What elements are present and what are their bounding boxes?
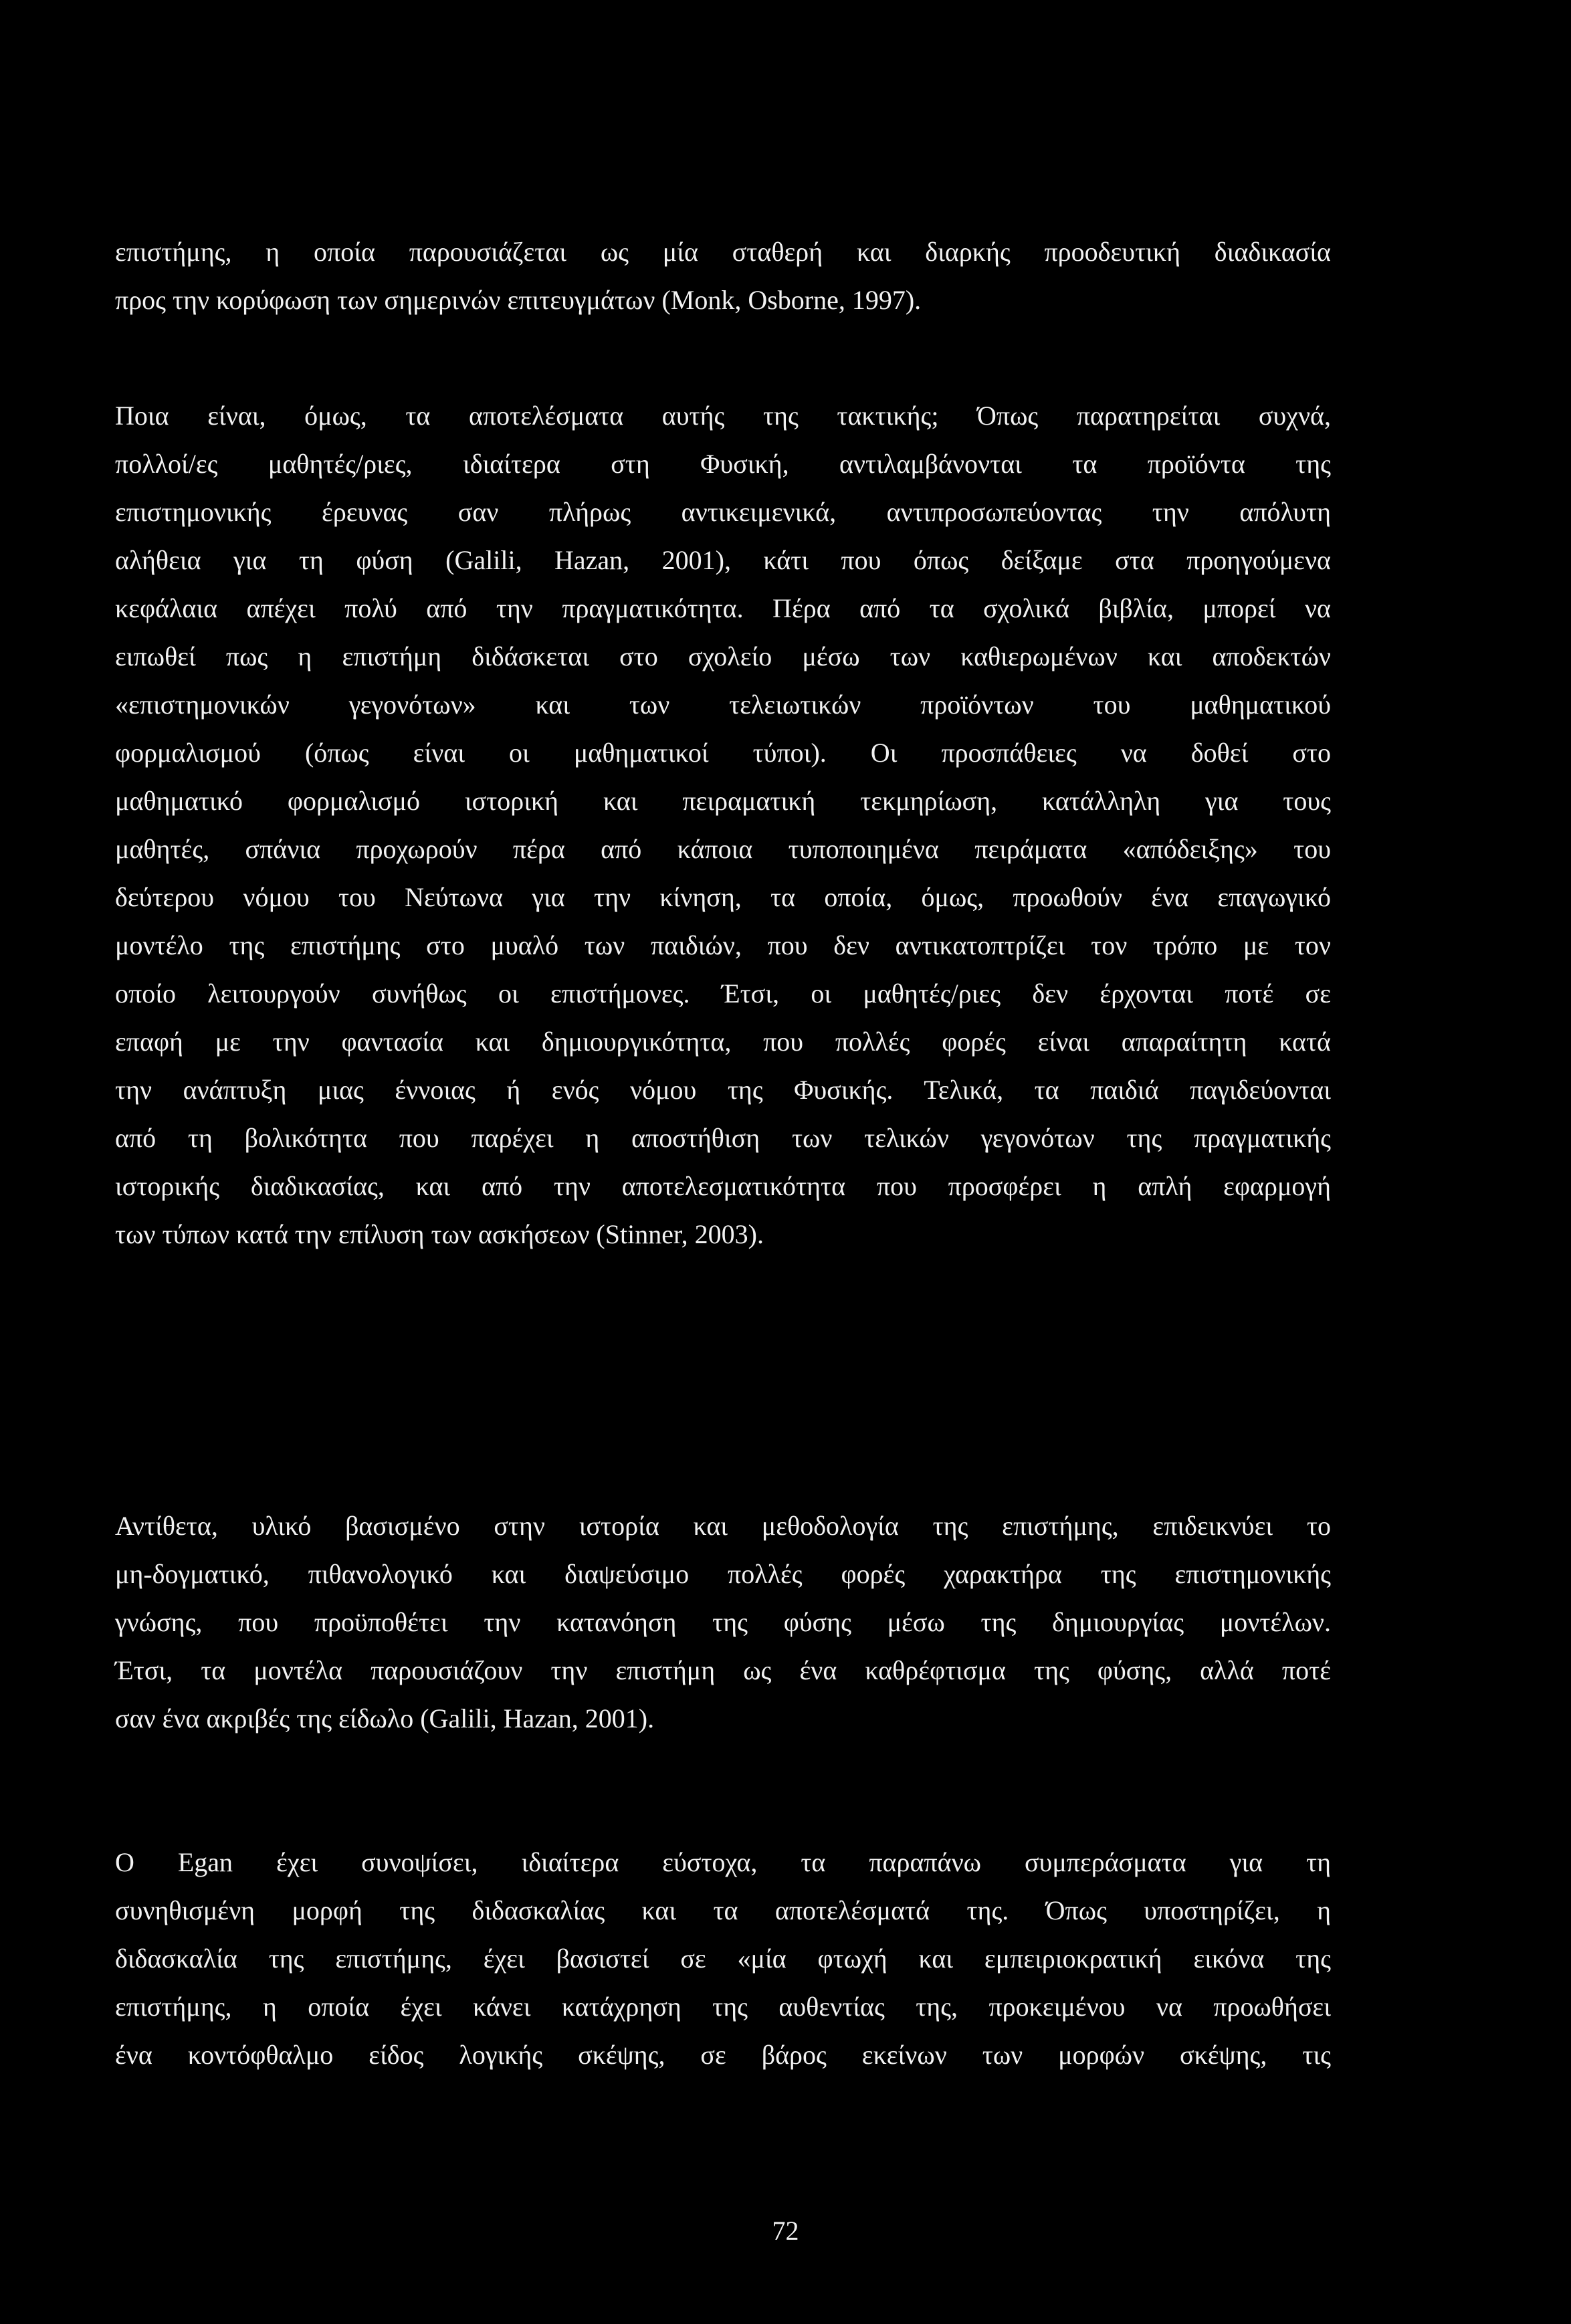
text-line: φορμαλισμού (όπως είναι οι μαθηματικοί τύποι). Οι προσπάθειες να δοθεί στο: [115, 738, 1331, 768]
text-line: πολλοί/ες μαθητές/ριες, ιδιαίτερα στη Φυσική, αντιλαμβάνονται τα προϊόντα της: [115, 449, 1331, 479]
text-line: την ανάπτυξη μιας έννοιας ή ενός νόμου της Φυσικής. Τελικά, τα παιδιά παγιδεύονται: [115, 1075, 1331, 1105]
text-line: γνώσης, που προϋποθέτει την κατανόηση της φύσης μέσω της δημιουργίας μοντέλων.: [115, 1607, 1331, 1637]
text-line: κεφάλαια απέχει πολύ από την πραγματικότητα. Πέρα από τα σχολικά βιβλία, μπορεί να: [115, 593, 1331, 623]
text-line: ένα κοντόφθαλμο είδος λογικής σκέψης, σε βάρος εκείνων των μορφών σκέψης, τις: [115, 2040, 1331, 2070]
text-line: επιστήμης, η οποία παρουσιάζεται ως μία σταθερή και διαρκής προοδευτική διαδικασία: [115, 237, 1331, 267]
text-line: μαθηματικό φορμαλισμό ιστορική και πειραματική τεκμηρίωση, κατάλληλη για τους: [115, 786, 1331, 816]
text-line: επαφή με την φαντασία και δημιουργικότητα, που πολλές φορές είναι απαραίτητη κατά: [115, 1027, 1331, 1057]
text-line: συνηθισμένη μορφή της διδασκαλίας και τα αποτελέσματά της. Όπως υποστηρίζει, η: [115, 1895, 1331, 1925]
text-line: Αντίθετα, υλικό βασισμένο στην ιστορία και μεθοδολογία της επιστήμης, επιδεικνύει το: [115, 1511, 1331, 1541]
text-line: μη-δογματικό, πιθανολογικό και διαψεύσιμο πολλές φορές χαρακτήρα της επιστημονικής: [115, 1559, 1331, 1589]
text-line: Ποια είναι, όμως, τα αποτελέσματα αυτής της τακτικής; Όπως παρατηρείται συχνά,: [115, 401, 1331, 431]
text-line: σαν ένα ακριβές της είδωλο (Galili, Hazan, 2001).: [115, 1703, 655, 1733]
text-line: αλήθεια για τη φύση (Galili, Hazan, 2001), κάτι που όπως δείξαμε στα προηγούμενα: [115, 545, 1331, 575]
text-line: διδασκαλία της επιστήμης, έχει βασιστεί σε «μία φτωχή και εμπειριοκρατική εικόνα της: [115, 1943, 1331, 1974]
text-line: οποίο λειτουργούν συνήθως οι επιστήμονες. Έτσι, οι μαθητές/ριες δεν έρχονται ποτέ σε: [115, 978, 1331, 1009]
page-number: 72: [772, 2216, 799, 2246]
text-line: μοντέλο της επιστήμης στο μυαλό των παιδιών, που δεν αντικατοπτρίζει τον τρόπο με τον: [115, 930, 1331, 960]
paragraph-4: [115, 1838, 1331, 2079]
text-line: Ο Egan έχει συνοψίσει, ιδιαίτερα εύστοχα, τα παραπάνω συμπεράσματα για τη: [115, 1847, 1331, 1877]
text-line: επιστήμης, η οποία έχει κάνει κατάχρηση της αυθεντίας της, προκειμένου να προωθήσει: [115, 1992, 1331, 2022]
paragraph-2: [115, 392, 1331, 1259]
text-line: επιστημονικής έρευνας σαν πλήρως αντικειμενικά, αντιπροσωπεύοντας την απόλυτη: [115, 497, 1331, 527]
text-line: μαθητές, σπάνια προχωρούν πέρα από κάποια τυποποιημένα πειράματα «απόδειξης» του: [115, 834, 1331, 864]
text-line: «επιστημονικών γεγονότων» και των τελειωτικών προϊόντων του μαθηματικού: [115, 690, 1331, 720]
text-line: ιστορικής διαδικασίας, και από την αποτελεσματικότητα που προσφέρει η απλή εφαρμογή: [115, 1171, 1331, 1201]
text-line: ειπωθεί πως η επιστήμη διδάσκεται στο σχολείο μέσω των καθιερωμένων και αποδεκτών: [115, 641, 1331, 671]
text-line: των τύπων κατά την επίλυση των ασκήσεων (Stinner, 2003).: [115, 1219, 764, 1249]
text-line: δεύτερου νόμου του Νεύτωνα για την κίνηση, τα οποία, όμως, προωθούν ένα επαγωγικό: [115, 882, 1331, 912]
text-line: Έτσι, τα μοντέλα παρουσιάζουν την επιστήμη ως ένα καθρέφτισμα της φύσης, αλλά ποτέ: [115, 1655, 1331, 1685]
text-line: από τη βολικότητα που παρέχει η αποστήθιση των τελικών γεγονότων της πραγματικής: [115, 1123, 1331, 1153]
paragraph-3: [115, 1502, 1331, 1743]
paragraph-1: [115, 228, 1331, 324]
text-line: προς την κορύφωση των σημερινών επιτευγμάτων (Monk, Osborne, 1997).: [115, 285, 922, 315]
